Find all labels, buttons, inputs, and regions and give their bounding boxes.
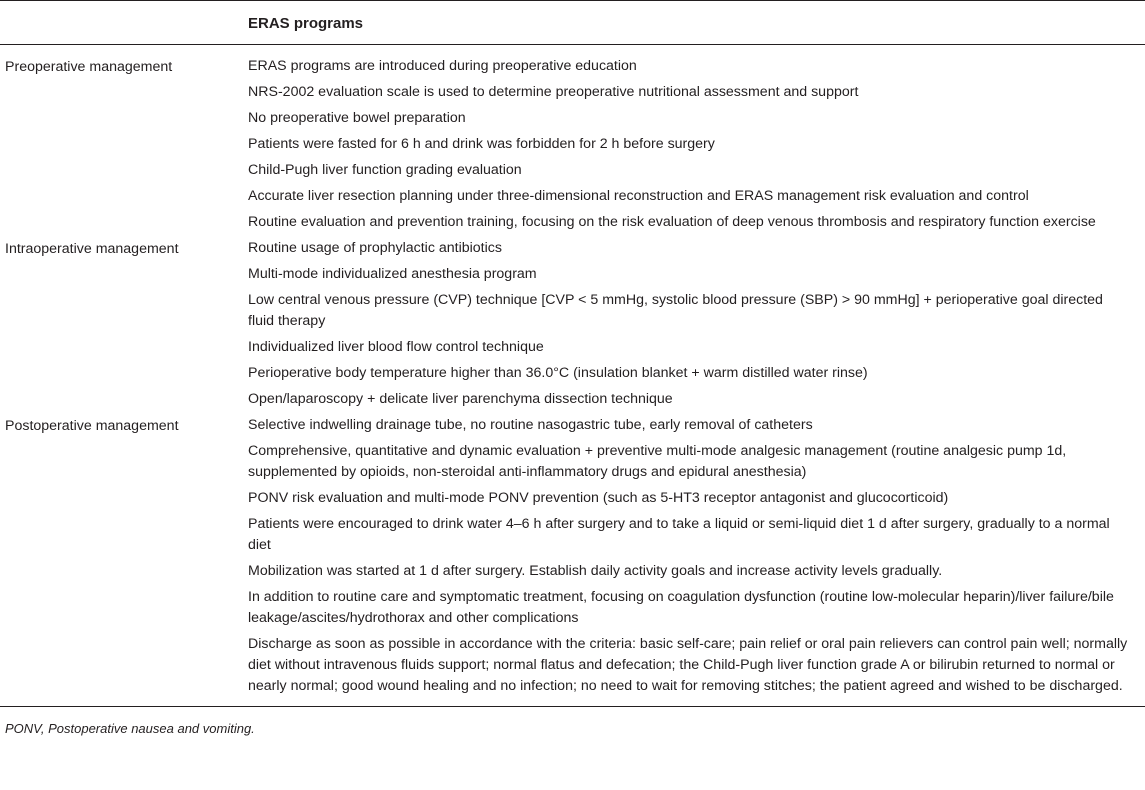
- table-row: Patients were fasted for 6 h and drink was forbidden for 2 h before surgery: [248, 136, 715, 152]
- table-row: Routine usage of prophylactic antibiotics: [248, 240, 502, 256]
- table-row: Individualized liver blood flow control technique: [248, 339, 544, 355]
- group-items: [248, 233, 1128, 410]
- table-row: Open/laparoscopy + delicate liver parenchyma dissection technique: [248, 391, 673, 407]
- table-row: Comprehensive, quantitative and dynamic evaluation + preventive multi-mode analgesic management (routine analgesic pump 1d, supplemented by opioids, non-steroidal anti-inflammatory drugs and epidural anesthesia): [248, 443, 1067, 480]
- group-intraoperative: [0, 233, 1145, 410]
- table-row: No preoperative bowel preparation: [248, 110, 466, 126]
- table-row: ERAS programs are introduced during preoperative education: [248, 58, 637, 74]
- group-items: [248, 51, 1128, 233]
- table-row: Child-Pugh liver function grading evaluation: [248, 162, 522, 178]
- table-row: Mobilization was started at 1 d after surgery. Establish daily activity goals and increase activity levels gradually.: [248, 563, 943, 579]
- footnote: PONV, Postoperative nausea and vomiting.: [5, 721, 255, 736]
- table-row: PONV risk evaluation and multi-mode PONV prevention (such as 5-HT3 receptor antagonist and glucocorticoid): [248, 490, 949, 506]
- table-row: In addition to routine care and symptomatic treatment, focusing on coagulation dysfunction (routine low-molecular heparin)/liver failure/bile leakage/ascites/hydrothorax and other complications: [248, 589, 1114, 626]
- group-items: [248, 410, 1128, 697]
- group-label: Intraoperative management: [5, 241, 179, 257]
- column-header: ERAS programs: [248, 15, 364, 32]
- group-preoperative: [0, 51, 1145, 233]
- table-row: Accurate liver resection planning under three-dimensional reconstruction and ERAS management risk evaluation and control: [248, 188, 1029, 204]
- table-row: Selective indwelling drainage tube, no routine nasogastric tube, early removal of catheters: [248, 417, 813, 433]
- table-row: Multi-mode individualized anesthesia program: [248, 266, 537, 282]
- table-row: Patients were encouraged to drink water 4–6 h after surgery and to take a liquid or semi-liquid diet 1 d after surgery, gradually to a normal diet: [248, 516, 1110, 553]
- table-row: Perioperative body temperature higher than 36.0°C (insulation blanket + warm distilled water rinse): [248, 365, 868, 381]
- table-row: NRS-2002 evaluation scale is used to determine preoperative nutritional assessment and support: [248, 84, 859, 100]
- table-header: [0, 1, 1145, 44]
- group-label: Preoperative management: [5, 59, 173, 75]
- group-postoperative: [0, 410, 1145, 697]
- table-row: Discharge as soon as possible in accordance with the criteria: basic self-care; pain relief or oral pain relievers can control pain well; normally diet without intravenous fluids support; normal flatus and defecation; the Child-Pugh liver function grade A or bilirubin returned to normal or nearly normal; good wound healing and no infection; no need to wait for removing stitches; the patient agreed and wished to be discharged.: [248, 636, 1128, 694]
- table-row: Routine evaluation and prevention training, focusing on the risk evaluation of deep venous thrombosis and respiratory function exercise: [248, 214, 1096, 230]
- table-row: Low central venous pressure (CVP) technique [CVP < 5 mmHg, systolic blood pressure (SBP) > 90 mmHg] + perioperative goal directed fluid therapy: [248, 292, 1103, 329]
- group-label: Postoperative management: [5, 418, 179, 434]
